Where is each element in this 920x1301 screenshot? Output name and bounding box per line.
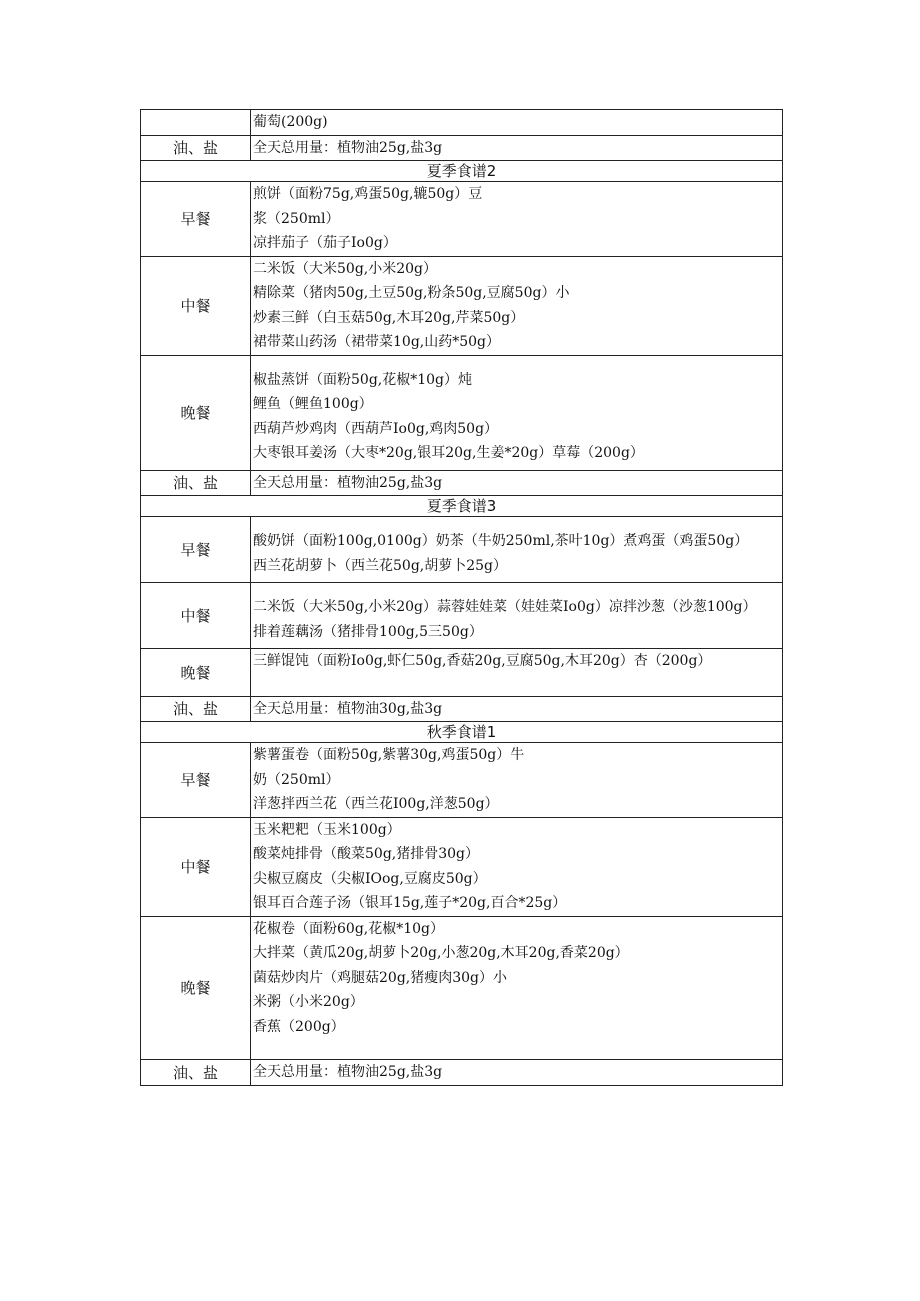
- menu-cell: [251, 583, 783, 649]
- meal-cell: [141, 110, 251, 136]
- menu-line: 二米饭（大米50g,小米20g）蒜蓉娃娃菜（娃娃菜Io0g）凉拌沙葱（沙葱100g）: [253, 599, 757, 615]
- menu-cell: [251, 649, 783, 697]
- menu-table: [140, 109, 783, 1086]
- menu-cell: [251, 916, 783, 1060]
- table-row: [141, 355, 783, 470]
- menu-line: 三鲜馄饨（面粉Io0g,虾仁50g,香菇20g,豆腐50g,木耳20g）杏（200g）: [253, 653, 712, 669]
- table-row: [141, 916, 783, 1060]
- menu-line: 葡萄(200g): [253, 114, 328, 130]
- section-title: 夏季食谱3: [141, 496, 783, 517]
- table-row: [141, 583, 783, 649]
- menu-line: 浆（250ml）: [253, 210, 340, 227]
- menu-line: 银耳百合莲子汤（银耳15g,莲子*20g,百合*25g）: [253, 895, 567, 911]
- menu-cell: [251, 817, 783, 916]
- table-row: [141, 182, 783, 257]
- menu-line: 椒盐蒸饼（面粉50g,花椒*10g）炖: [253, 371, 473, 388]
- table-row: [141, 1060, 783, 1086]
- menu-line: 紫薯蛋卷（面粉50g,紫薯30g,鸡蛋50g）牛: [253, 747, 525, 763]
- menu-line: 酸奶饼（面粉100g,0100g）奶茶（牛奶250ml,茶叶10g）煮鸡蛋（鸡蛋50g）: [253, 533, 749, 549]
- menu-line: 全天总用量：植物油30g,盐3g: [253, 700, 443, 717]
- meal-cell: 油、盐: [141, 1060, 251, 1086]
- table-row: [141, 256, 783, 355]
- meal-cell: 油、盐: [141, 470, 251, 496]
- meal-cell: 早餐: [141, 743, 251, 818]
- menu-line: 西兰花胡萝卜（西兰花50g,胡萝卜25g）: [253, 557, 508, 574]
- section-title-row: [141, 161, 783, 182]
- menu-cell: [251, 355, 783, 470]
- menu-cell: [251, 1060, 783, 1086]
- menu-line: 煎饼（面粉75g,鸡蛋50g,辘50g）豆: [253, 186, 483, 202]
- section-title-row: [141, 722, 783, 743]
- menu-line: 米粥（小米20g）: [253, 994, 364, 1010]
- meal-cell: 晚餐: [141, 649, 251, 697]
- meal-cell: 中餐: [141, 583, 251, 649]
- table-row: [141, 696, 783, 722]
- menu-line: 凉拌茄子（茄子Io0g）: [253, 235, 397, 251]
- menu-line: 西葫芦炒鸡肉（西葫芦Io0g,鸡肉50g）: [253, 420, 499, 437]
- menu-cell: [251, 696, 783, 722]
- section-title: 秋季食谱1: [141, 722, 783, 743]
- menu-line: 鲤鱼（鲤鱼100g）: [253, 396, 373, 412]
- table-row: [141, 470, 783, 496]
- meal-cell: 晚餐: [141, 355, 251, 470]
- table-row: [141, 817, 783, 916]
- menu-cell: [251, 470, 783, 496]
- menu-line: 奶（250ml）: [253, 771, 340, 788]
- section-title-row: [141, 496, 783, 517]
- menu-line: 花椒卷（面粉60g,花椒*10g）: [253, 920, 445, 937]
- menu-line: 洋葱拌西兰花（西兰花I00g,洋葱50g）: [253, 796, 499, 812]
- menu-cell: [251, 182, 783, 257]
- meal-cell: 早餐: [141, 517, 251, 583]
- section-title: 夏季食谱2: [141, 161, 783, 182]
- table-row: [141, 649, 783, 697]
- menu-line: 菌菇炒肉片（鸡腿菇20g,猪瘦肉30g）小: [253, 969, 508, 986]
- menu-line: 全天总用量：植物油25g,盐3g: [253, 1064, 443, 1080]
- menu-line: 香蕉（200g）: [253, 1018, 345, 1035]
- menu-line: 全天总用量：植物油25g,盐3g: [253, 474, 443, 491]
- menu-line: 排着莲藕汤（猪排骨100g,5三50g）: [253, 623, 483, 640]
- meal-cell: 中餐: [141, 817, 251, 916]
- menu-line: 大拌菜（黄瓜20g,胡萝卜20g,小葱20g,木耳20g,香菜20g）: [253, 945, 629, 961]
- table-row: [141, 743, 783, 818]
- meal-cell: 晚餐: [141, 916, 251, 1060]
- menu-line: 精除菜（猪肉50g,土豆50g,粉条50g,豆腐50g）小: [253, 285, 570, 301]
- menu-line: 酸菜炖排骨（酸菜50g,猪排骨30g）: [253, 846, 480, 862]
- menu-cell: [251, 256, 783, 355]
- menu-line: 尖椒豆腐皮（尖椒IOog,豆腐皮50g）: [253, 870, 487, 887]
- menu-cell: [251, 517, 783, 583]
- menu-line: 玉米粑粑（玉米100g）: [253, 821, 401, 838]
- menu-line: 大枣银耳姜汤（大枣*20g,银耳20g,生姜*20g）草莓（200g）: [253, 445, 644, 461]
- meal-cell: 油、盐: [141, 135, 251, 161]
- table-row: [141, 135, 783, 161]
- menu-cell: [251, 110, 783, 136]
- menu-cell: [251, 135, 783, 161]
- meal-cell: 早餐: [141, 182, 251, 257]
- menu-cell: [251, 743, 783, 818]
- menu-line: 裙带菜山药汤（裙带菜10g,山药*50g）: [253, 334, 501, 350]
- meal-cell: 中餐: [141, 256, 251, 355]
- table-row: [141, 110, 783, 136]
- table-row: [141, 517, 783, 583]
- meal-cell: 油、盐: [141, 696, 251, 722]
- menu-line: 全天总用量：植物油25g,盐3g: [253, 139, 443, 156]
- menu-line: 炒素三鲜（白玉菇50g,木耳20g,芹菜50g）: [253, 309, 525, 326]
- menu-line: 二米饭（大米50g,小米20g）: [253, 260, 438, 277]
